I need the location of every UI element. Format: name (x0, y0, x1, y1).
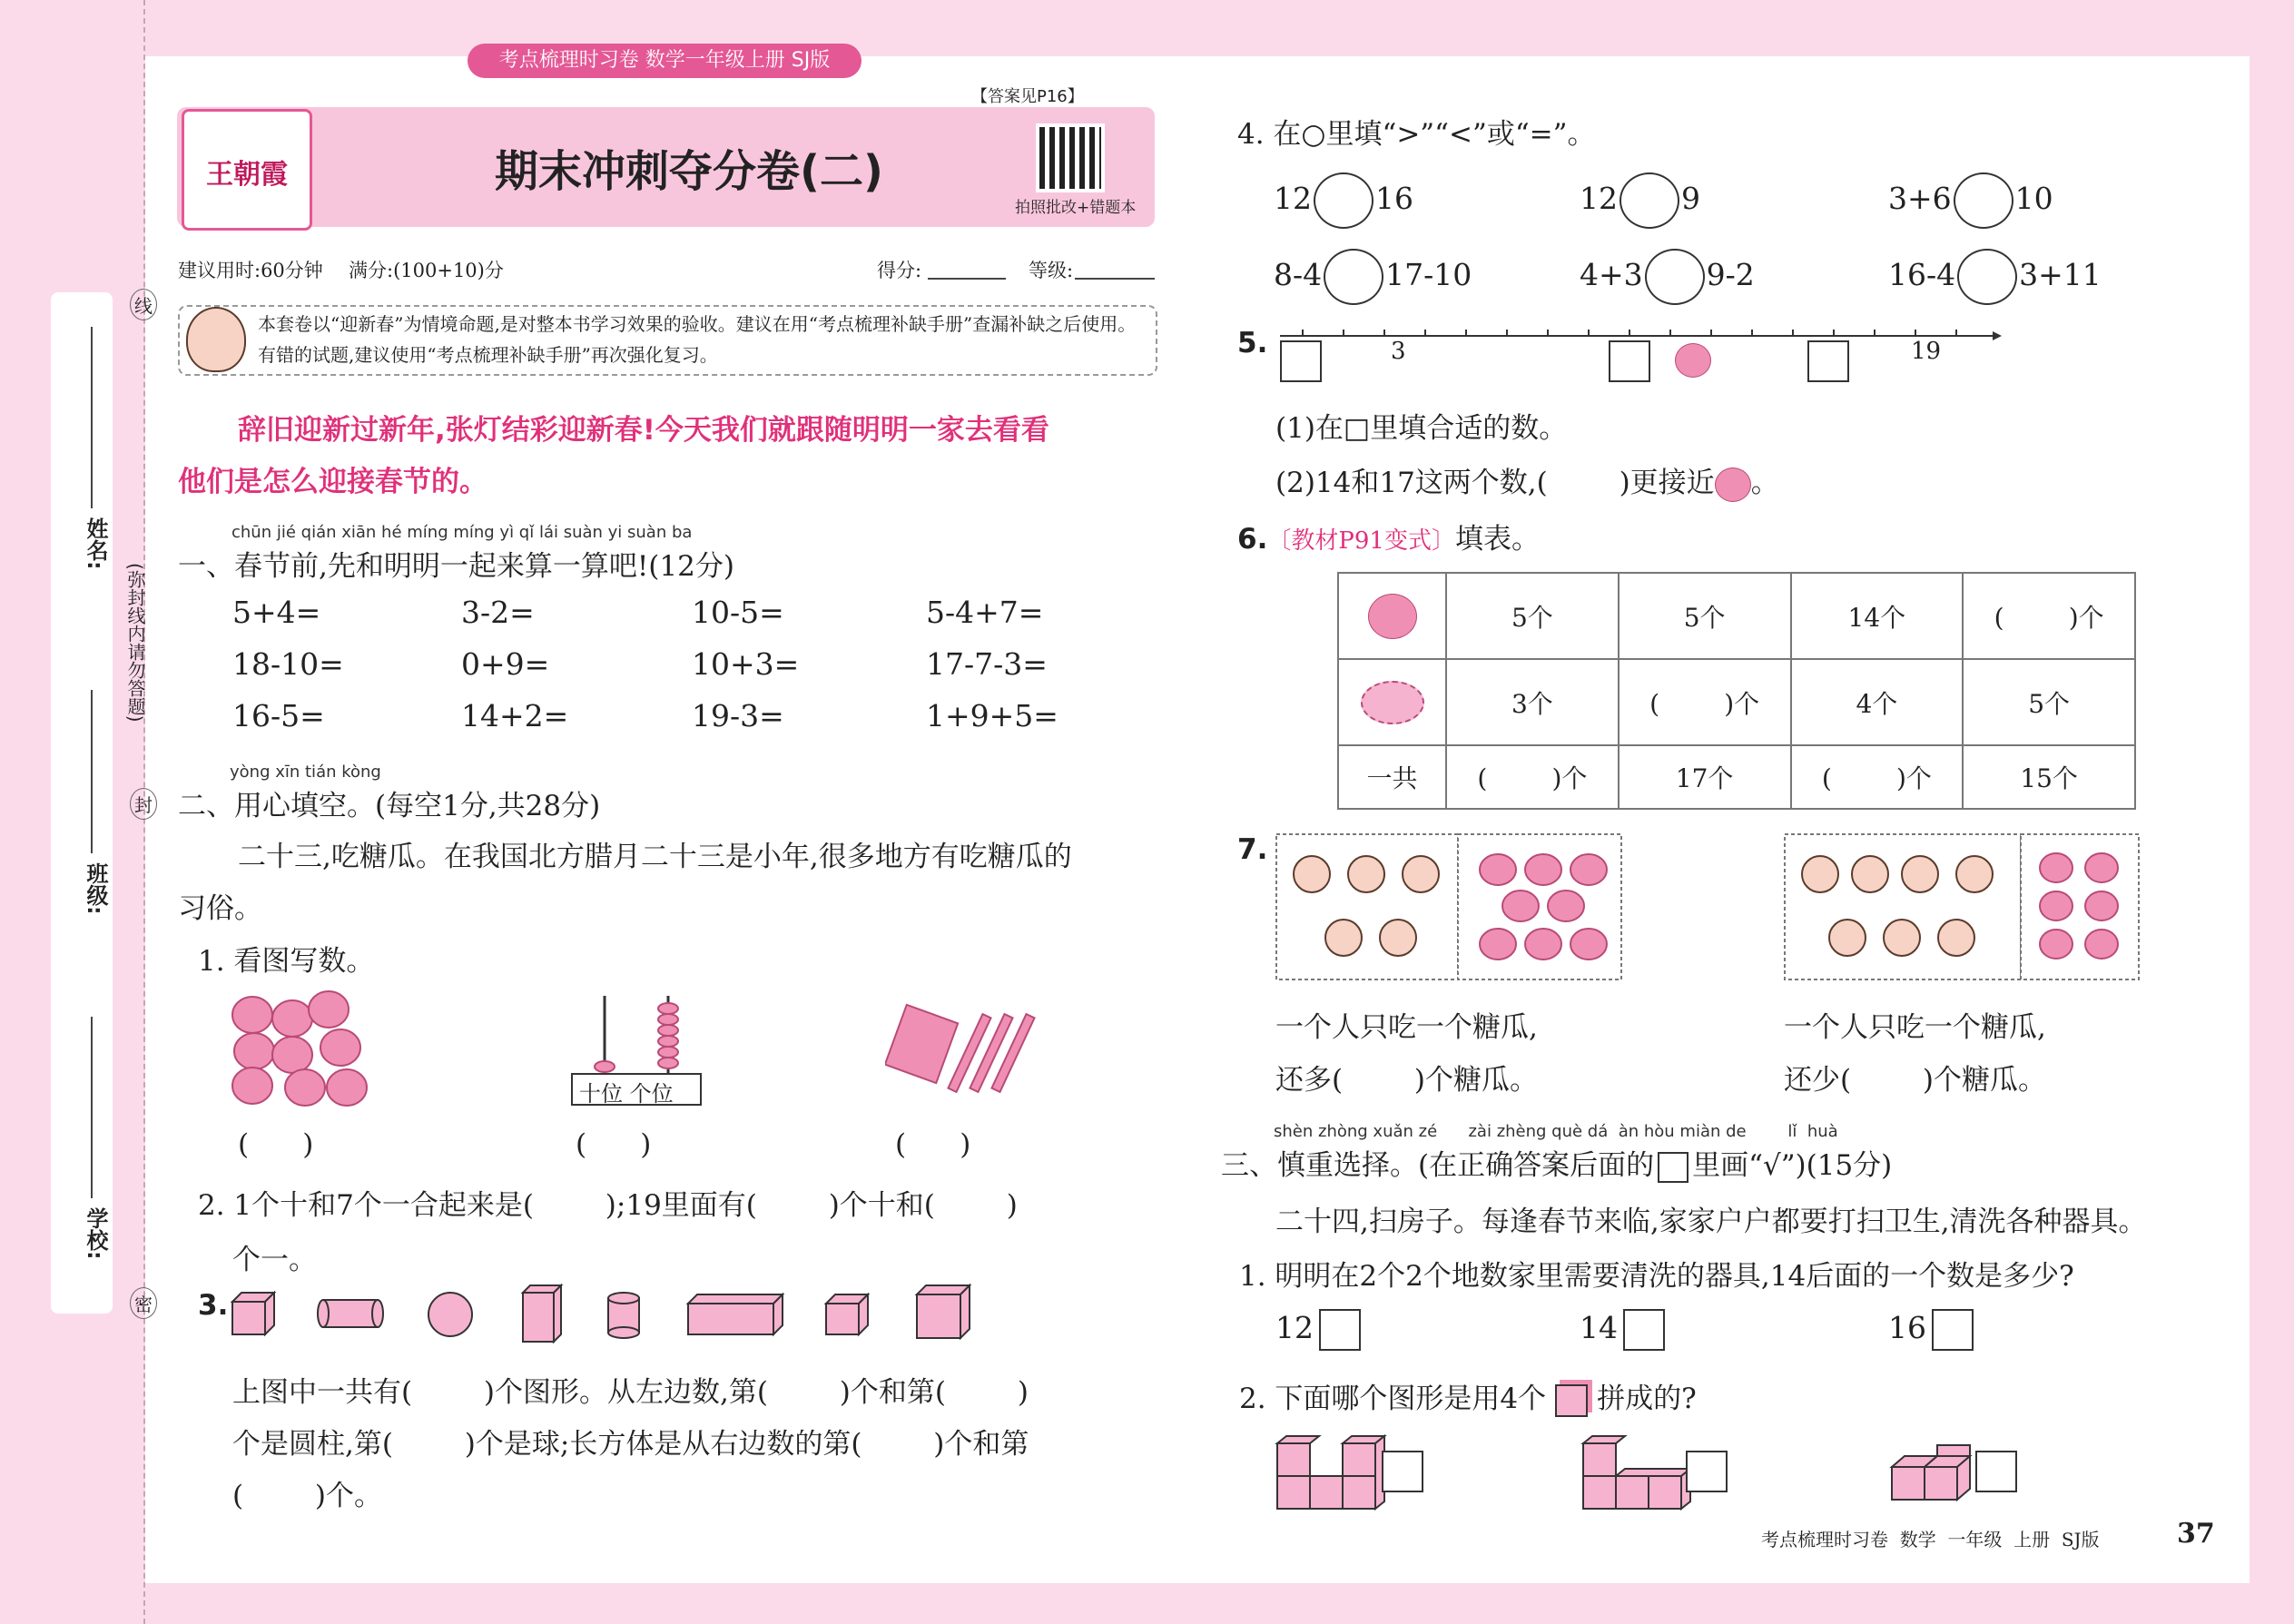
name-label: 姓名: (83, 517, 108, 570)
q7-number: 7. (1237, 833, 1268, 866)
q7-left-line1: 一个人只吃一个糖瓜, (1275, 1011, 1538, 1044)
table-cell: 15个 (1963, 745, 2135, 809)
sec3-pinyin: shèn zhòng xuǎn zé zài zhèng què dá àn hòu miàn de lǐ huà (1274, 1122, 1838, 1141)
sec3-title (1221, 1142, 1892, 1183)
q5-part2 (1275, 459, 1779, 502)
sec2-q3-line3: ( )个。 (232, 1480, 383, 1512)
q7-right-picture (1784, 833, 2140, 980)
q7-right-line1: 一个人只吃一个糖瓜, (1784, 1011, 2046, 1044)
table-cell (1338, 573, 1446, 659)
publisher-logo (182, 109, 312, 231)
calc-r3-c2[interactable]: 14+2= (461, 698, 569, 733)
melon-icon (1675, 343, 1711, 378)
q4-item-2 (1580, 172, 1700, 229)
sec2-q1: 1. 看图写数。 (198, 945, 375, 978)
table-cell[interactable]: ( )个 (1791, 745, 1964, 809)
table-cell[interactable]: ( )个 (1446, 745, 1619, 809)
check-box[interactable] (1319, 1309, 1361, 1351)
q4-5-left: 4+3 (1580, 257, 1643, 292)
cake-icon (1361, 681, 1424, 724)
sec3-q1-option-2 (1580, 1309, 1665, 1351)
melons-picture (227, 989, 372, 1107)
q4-item-6 (1888, 249, 2102, 305)
table-cell: 5个 (1446, 573, 1619, 659)
calc-r3-c1[interactable]: 16-5= (232, 698, 325, 733)
q4-item-5 (1580, 249, 1755, 305)
table-row (1338, 745, 2135, 809)
sec2-q3-line1: 上图中一共有( )个图形。从左边数,第( )个和第( ) (232, 1376, 1029, 1409)
class-field[interactable] (91, 690, 94, 853)
name-field[interactable] (91, 327, 94, 508)
q7-left-picture (1275, 833, 1622, 980)
numberline-box-2[interactable] (1609, 340, 1650, 382)
table-cell: 3个 (1446, 659, 1619, 745)
q4-2-left: 12 (1580, 181, 1618, 216)
sec1-pinyin: chūn jié qián xiān hé míng míng yì qǐ lái suàn yi suàn ba (231, 523, 693, 542)
answer-ref: 【答案见P16】 (971, 87, 1084, 106)
table-cell: 一共 (1338, 745, 1446, 809)
compare-circle[interactable] (1957, 249, 2017, 305)
compare-circle[interactable] (1314, 172, 1373, 229)
grade-label: 等级: (1029, 260, 1074, 281)
sec3-q2-end: 拼成的? (1597, 1383, 1697, 1415)
cube-option-2 (1580, 1432, 1698, 1514)
q7-left-line2: 还多( )个糖瓜。 (1275, 1064, 1539, 1097)
intro-line-1: 辞旧迎新过新年,张灯结彩迎新春!今天我们就跟随明明一家去看看 (238, 414, 1049, 447)
table-cell: 5个 (1963, 659, 2135, 745)
score-label: 得分: (877, 260, 922, 281)
q4-4-right: 17-10 (1385, 257, 1472, 292)
q6-heading (1237, 516, 1540, 556)
table-cell: 17个 (1619, 745, 1791, 809)
footer-text: 考点梳理时习卷 数学 一年级 上册 SJ版 (1761, 1529, 2100, 1550)
table-cell[interactable]: ( )个 (1619, 659, 1791, 745)
q4-3-left: 3+6 (1888, 181, 1952, 216)
q4-5-right: 9-2 (1706, 257, 1755, 292)
q4-item-1 (1274, 172, 1413, 229)
full-score-info: 满分:(100+10)分 (349, 260, 504, 281)
seal-mark-top: 线 (130, 289, 157, 320)
tick-label-3: 3 (1391, 338, 1406, 365)
logo-text: 王朝霞 (206, 159, 288, 191)
intro-line-2: 他们是怎么迎接春节的。 (178, 466, 487, 498)
answer-box-icon (1658, 1152, 1689, 1183)
class-label: 班级: (83, 862, 108, 915)
table-cell: 4个 (1791, 659, 1964, 745)
score-field[interactable] (928, 278, 1006, 280)
q6-number: 6. (1237, 523, 1268, 556)
q1-answer-2[interactable]: ( ) (576, 1128, 652, 1161)
calc-r2-c3[interactable]: 10+3= (692, 646, 800, 682)
q5-part2-end: 。 (1750, 467, 1779, 499)
q4-1-right: 16 (1375, 181, 1413, 216)
seal-note: (弥封线内请勿答题) (124, 563, 146, 723)
sec3-q1-option-3 (1888, 1309, 1974, 1351)
q4-4-left: 8-4 (1274, 257, 1323, 292)
school-field[interactable] (91, 1017, 94, 1198)
compare-circle[interactable] (1324, 249, 1383, 305)
page-number: 37 (2177, 1518, 2215, 1550)
series-tag: 考点梳理时习卷 数学一年级上册 SJ版 (468, 44, 861, 78)
grade-field[interactable] (1075, 278, 1155, 280)
abacus-label: 十位 个位 (579, 1081, 674, 1107)
compare-circle[interactable] (1645, 249, 1705, 305)
q5-number: 5. (1237, 327, 1268, 359)
q4-3-right: 10 (2014, 181, 2053, 216)
q6-title: 填表。 (1454, 523, 1540, 556)
q7-right-line2: 还少( )个糖瓜。 (1784, 1064, 2047, 1097)
sec2-story: 二十三,吃糖瓜。在我国北方腊月二十三是小年,很多地方有吃糖瓜的 (238, 841, 1072, 873)
option-2-check-box[interactable] (1686, 1451, 1728, 1492)
sec3-q1: 1. 明明在2个2个地数家里需要清洗的器具,14后面的一个数是多少? (1239, 1260, 2074, 1293)
q5-part2-text: (2)14和17这两个数,( )更接近 (1275, 467, 1715, 499)
q5-part1: (1)在□里填合适的数。 (1275, 412, 1568, 445)
student-info-sidebar (51, 292, 113, 1314)
school-label: 学校: (83, 1207, 108, 1260)
sec2-q3-number: 3. (198, 1289, 229, 1322)
option-label: 14 (1580, 1310, 1618, 1345)
compare-circle[interactable] (1620, 172, 1679, 229)
calc-r2-c1[interactable]: 18-10= (232, 646, 344, 682)
check-box[interactable] (1623, 1309, 1665, 1351)
table-cell: 14个 (1791, 573, 1964, 659)
q4-6-right: 3+11 (2019, 257, 2102, 292)
sec2-q2-line1: 2. 1个十和7个一合起来是( );19里面有( )个十和( ) (198, 1189, 1018, 1222)
calc-r1-c4[interactable]: 5-4+7= (926, 595, 1044, 630)
option-label: 16 (1888, 1310, 1926, 1345)
sec3-title-end: 里画“√”)(15分) (1692, 1149, 1893, 1182)
seal-mark-mid: 封 (130, 788, 157, 820)
q1-answer-3[interactable]: ( ) (895, 1128, 971, 1161)
melon-icon (1715, 468, 1751, 502)
q4-item-3 (1888, 172, 2053, 229)
qr-code[interactable] (1039, 127, 1101, 189)
sec3-story: 二十四,扫房子。每逢春节来临,家家户户都要打扫卫生,清洗各种器具。 (1275, 1206, 2147, 1238)
q6-textbook-tag: 〔教材P91变式〕 (1267, 527, 1455, 555)
q4-item-4 (1274, 249, 1472, 305)
girl-avatar-icon (186, 307, 246, 372)
fill-table (1337, 572, 2136, 810)
seal-mark-bottom: 密 (130, 1287, 157, 1319)
time-info: 建议用时:60分钟 (178, 260, 323, 281)
q1-answer-1[interactable]: ( ) (238, 1128, 314, 1161)
sec3-q2-text: 2. 下面哪个图形是用4个 (1239, 1383, 1547, 1415)
sec3-q1-option-1 (1275, 1309, 1361, 1351)
sec3-q2 (1239, 1375, 1697, 1417)
page-title: 期末冲刺夺分卷(二) (495, 146, 883, 197)
q4-2-right: 9 (1681, 181, 1700, 216)
sec2-story-cont: 习俗。 (178, 892, 262, 925)
check-box[interactable] (1932, 1309, 1974, 1351)
calc-r1-c2[interactable]: 3-2= (461, 595, 535, 630)
q4-title: 4. 在○里填“>”“<”或“=”。 (1237, 118, 1596, 151)
table-row (1338, 573, 2135, 659)
option-1-check-box[interactable] (1382, 1451, 1423, 1492)
sec3-title-text: 三、慎重选择。(在正确答案后面的 (1221, 1149, 1655, 1182)
table-cell: 5个 (1619, 573, 1791, 659)
calc-r2-c2[interactable]: 0+9= (461, 646, 550, 682)
numberline-box-3[interactable] (1807, 340, 1849, 382)
calc-r3-c4[interactable]: 1+9+5= (926, 698, 1058, 733)
table-row (1338, 659, 2135, 745)
compare-circle[interactable] (1954, 172, 2013, 229)
table-cell (1338, 659, 1446, 745)
cube-option-1 (1274, 1432, 1464, 1514)
numberline-box-1[interactable] (1280, 340, 1322, 382)
table-cell[interactable]: ( )个 (1963, 573, 2135, 659)
calc-r2-c4[interactable]: 17-7-3= (926, 646, 1048, 682)
option-3-check-box[interactable] (1975, 1451, 2017, 1492)
sec1-title: 一、春节前,先和明明一起来算一算吧!(12分) (178, 550, 734, 583)
sec2-title: 二、用心填空。(每空1分,共28分) (178, 790, 601, 822)
sec2-pinyin: yòng xīn tián kòng (230, 763, 381, 782)
tick-label-19: 19 (1911, 338, 1942, 365)
sec2-q3-line2: 个是圆柱,第( )个是球;长方体是从右边数的第( )个和第 (232, 1428, 1029, 1461)
sticks-picture (885, 1003, 1044, 1103)
cube-icon (1555, 1384, 1588, 1417)
solid-shapes-row (227, 1282, 980, 1350)
calc-r1-c1[interactable]: 5+4= (232, 595, 321, 630)
calc-r1-c3[interactable]: 10-5= (692, 595, 784, 630)
melon-icon (1368, 594, 1417, 639)
calc-r3-c3[interactable]: 19-3= (692, 698, 784, 733)
q4-6-left: 16-4 (1888, 257, 1956, 292)
q4-1-left: 12 (1274, 181, 1312, 216)
option-label: 12 (1275, 1310, 1314, 1345)
qr-caption: 拍照批改+错题本 (1015, 199, 1137, 217)
sec2-q2-line2: 个一。 (232, 1244, 317, 1276)
notice-text: 本套卷以“迎新春”为情境命题,是对整本书学习效果的验收。建议在用“考点梳理补缺手册”查漏补缺之后使用。有错的试题,建议使用“考点梳理补缺手册”再次强化复习。 (258, 313, 1137, 366)
